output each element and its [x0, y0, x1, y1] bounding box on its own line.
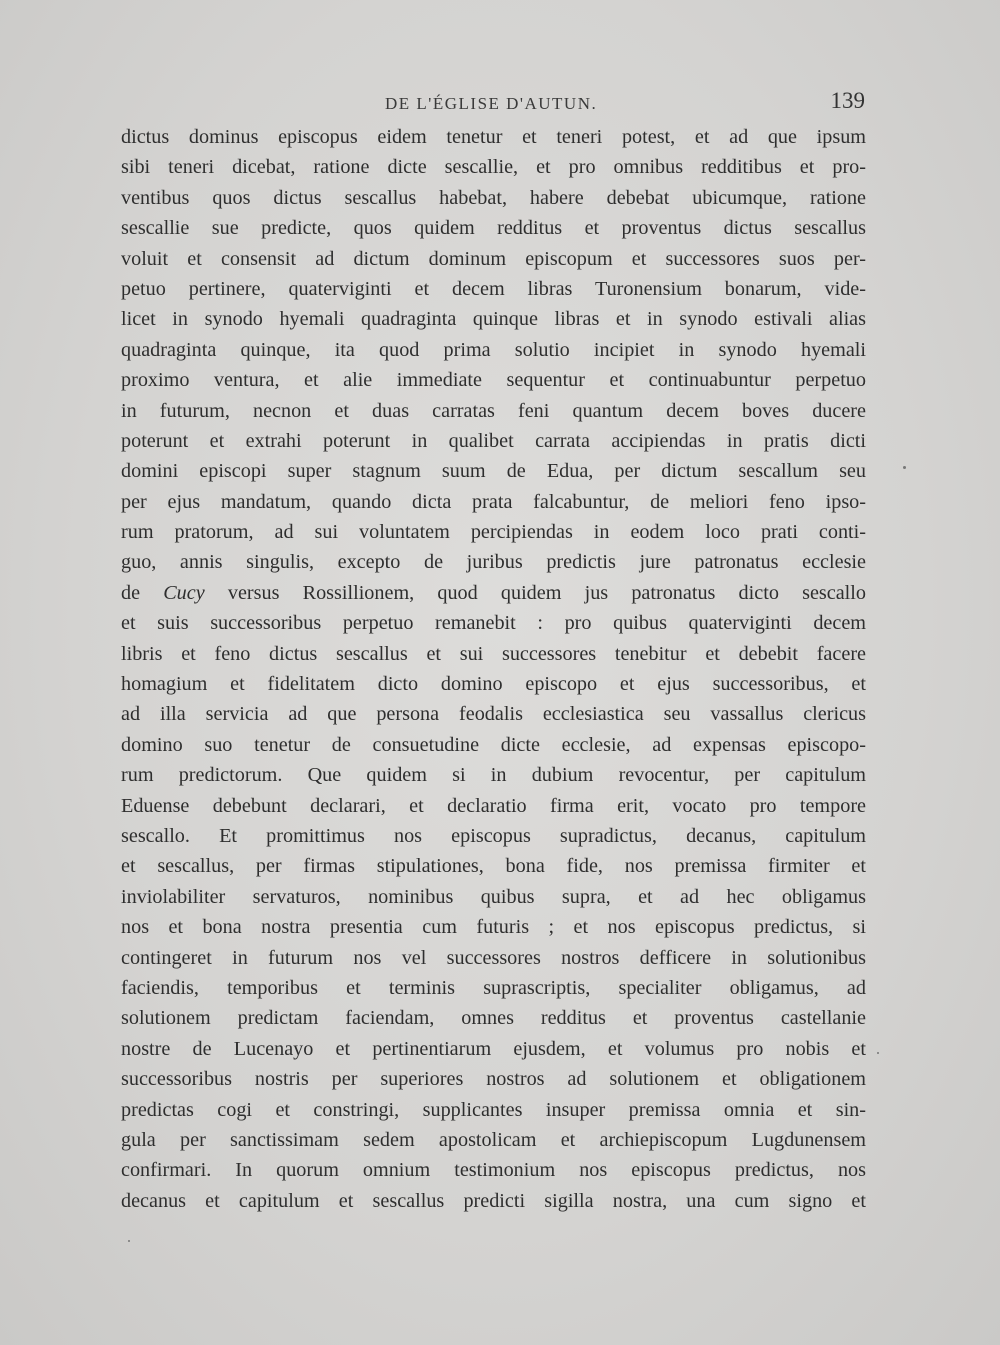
- text-line-start: de: [121, 581, 164, 604]
- text-line: domino suo tenetur de consuetudine dicte ecclesie, ad expensas episcopo-: [121, 733, 866, 756]
- text-line: contingeret in futurum nos vel successores nostros defficere in solutionibus: [121, 946, 866, 969]
- text-line: rum pratorum, ad sui voluntatem percipiendas in eodem loco prati conti-: [121, 521, 866, 544]
- text-line: voluit et consensit ad dictum dominum episcopum et successores suos per-: [121, 247, 866, 270]
- text-line: proximo ventura, et alie immediate sequentur et continuabuntur perpetuo: [121, 369, 866, 392]
- text-line: confirmari. In quorum omnium testimonium nos episcopus predictus, nos: [121, 1159, 866, 1182]
- text-line: poterunt et extrahi poterunt in qualibet carrata accipiendas in pratis dicti: [121, 429, 866, 452]
- text-line: licet in synodo hyemali quadraginta quinque libras et in synodo estivali alias: [121, 308, 866, 331]
- running-head: [120, 88, 865, 122]
- text-line: ventibus quos dictus sescallus habebat, habere debebat ubicumque, ratione: [121, 186, 866, 209]
- text-line: petuo pertinere, quaterviginti et decem libras Turonensium bonarum, vide-: [121, 277, 866, 300]
- text-line: nos et bona nostra presentia cum futuris ; et nos episcopus predictus, si: [121, 916, 866, 939]
- paper-speck: [877, 1052, 879, 1054]
- text-line-rest: versus Rossillionem, quod quidem jus patronatus dicto sescallo: [204, 581, 866, 604]
- text-line: gula per sanctissimam sedem apostolicam et archiepiscopum Lugdunensem: [121, 1128, 866, 1151]
- page-number: 139: [830, 88, 865, 113]
- text-line: sibi teneri dicebat, ratione dicte sescallie, et pro omnibus redditibus et pro-: [121, 156, 866, 179]
- text-line: sescallie sue predicte, quos quidem redditus et proventus dictus sescallus: [121, 217, 866, 240]
- body-text: [121, 122, 866, 1216]
- paper-speck: [903, 466, 906, 469]
- text-line: successoribus nostris per superiores nostros ad solutionem et obligationem: [121, 1068, 866, 1091]
- place-name-italic: Cucy: [163, 581, 205, 604]
- text-line: Eduense debebunt declarari, et declaratio firma erit, vocato pro tempore: [121, 794, 866, 817]
- paper-speck: [128, 1240, 130, 1242]
- running-title: DE L'ÉGLISE D'AUTUN.: [385, 94, 598, 113]
- text-line: homagium et fidelitatem dicto domino episcopo et ejus successoribus, et: [121, 673, 866, 696]
- text-line-last: decanus et capitulum et sescallus predicti sigilla nostra, una cum signo et: [121, 1189, 866, 1212]
- text-line: et sescallus, per firmas stipulationes, bona fide, nos premissa firmiter et: [121, 855, 866, 878]
- text-line: quadraginta quinque, ita quod prima solutio incipiet in synodo hyemali: [121, 338, 866, 361]
- text-line: domini episcopi super stagnum suum de Edua, per dictum sescallum seu: [121, 460, 866, 483]
- text-line: solutionem predictam faciendam, omnes redditus et proventus castellanie: [121, 1007, 866, 1030]
- text-line: sescallo. Et promittimus nos episcopus supradictus, decanus, capitulum: [121, 824, 866, 847]
- text-line: faciendis, temporibus et terminis suprascriptis, specialiter obligamus, ad: [121, 976, 866, 999]
- text-line: dictus dominus episcopus eidem tenetur et teneri potest, et ad que ipsum: [121, 126, 866, 148]
- text-line: predictas cogi et constringi, supplicantes insuper premissa omnia et sin-: [121, 1098, 866, 1121]
- text-line: inviolabiliter servaturos, nominibus quibus supra, et ad hec obligamus: [121, 885, 866, 908]
- text-line: et suis successoribus perpetuo remanebit : pro quibus quaterviginti decem: [121, 612, 866, 635]
- text-line: ad illa servicia ad que persona feodalis ecclesiastica seu vassallus clericus: [121, 703, 866, 726]
- text-line: rum predictorum. Que quidem si in dubium revocentur, per capitulum: [121, 764, 866, 787]
- text-line: in futurum, necnon et duas carratas feni quantum decem boves ducere: [121, 399, 866, 422]
- text-line: per ejus mandatum, quando dicta prata falcabuntur, de meliori feno ipso-: [121, 490, 866, 513]
- text-line-cucy: [121, 578, 866, 608]
- text-line: guo, annis singulis, excepto de juribus predictis jure patronatus ecclesie: [121, 551, 866, 574]
- text-line: nostre de Lucenayo et pertinentiarum ejusdem, et volumus pro nobis et: [121, 1037, 866, 1060]
- text-line: libris et feno dictus sescallus et sui successores tenebitur et debebit facere: [121, 642, 866, 665]
